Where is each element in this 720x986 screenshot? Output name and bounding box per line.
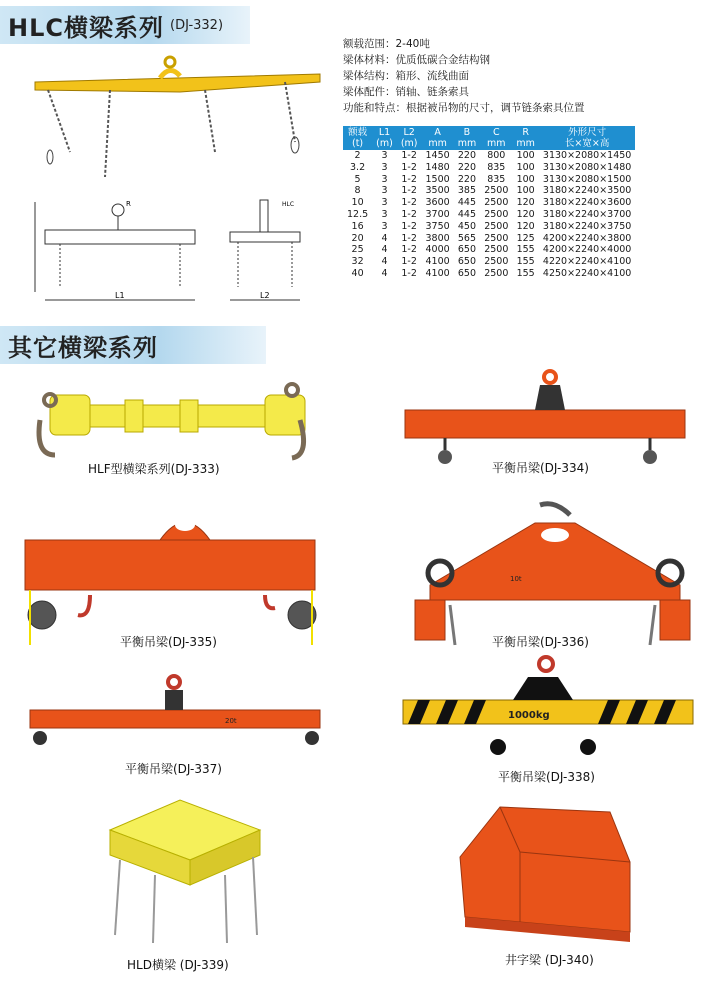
table-cell: 835 bbox=[487, 161, 506, 173]
caption-334: 平衡吊梁(DJ-334) bbox=[492, 461, 589, 475]
table-row bbox=[343, 221, 635, 233]
table-cell: 2500 bbox=[484, 220, 509, 232]
table-row bbox=[343, 268, 635, 280]
table-cell: 445 bbox=[457, 197, 477, 209]
table-cell: 220 bbox=[457, 150, 477, 161]
section-banner-other bbox=[0, 326, 266, 364]
table-cell: 3 bbox=[381, 161, 388, 173]
section-title: HLC横梁系列 bbox=[8, 13, 164, 42]
table-cell: 4000 bbox=[425, 244, 450, 256]
table-cell: 100 bbox=[516, 150, 535, 161]
beam-mark-338: 1000kg bbox=[508, 710, 550, 721]
col-b: B mm bbox=[454, 126, 481, 150]
table-cell: 4 bbox=[381, 244, 388, 256]
caption-338: 平衡吊梁(DJ-338) bbox=[498, 770, 595, 784]
product-image-333 bbox=[30, 380, 310, 465]
label-hlc: HLC bbox=[282, 201, 295, 208]
table-cell: 2500 bbox=[484, 244, 509, 256]
table-cell: 3180×2240×3500 bbox=[542, 185, 632, 197]
product-image-340 bbox=[450, 802, 640, 947]
table-row bbox=[343, 256, 635, 268]
table-cell: 220 bbox=[457, 173, 477, 185]
spec-material: 梁体材料：优质低碳合金结构钢 bbox=[343, 54, 490, 66]
col-r: R mm bbox=[512, 126, 539, 150]
table-cell: 1-2 bbox=[401, 161, 417, 173]
caption-337: 平衡吊梁(DJ-337) bbox=[125, 762, 222, 776]
table-cell: 1480 bbox=[425, 161, 450, 173]
col-a: A mm bbox=[422, 126, 454, 150]
spec-features: 功能和特点：根据被吊物的尺寸，调节链条索具位置 bbox=[343, 102, 585, 114]
table-row bbox=[343, 209, 635, 221]
product-image-338 bbox=[398, 652, 698, 762]
table-cell: 3130×2080×1480 bbox=[542, 161, 632, 173]
product-image-336 bbox=[410, 505, 695, 645]
table-cell: 650 bbox=[457, 256, 477, 268]
table-cell: 155 bbox=[516, 244, 535, 256]
table-cell: 650 bbox=[457, 244, 477, 256]
table-cell: 1-2 bbox=[401, 256, 417, 268]
table-cell: 3750 bbox=[425, 220, 450, 232]
table-cell: 155 bbox=[516, 256, 535, 268]
technical-drawing-front bbox=[30, 192, 210, 312]
table-cell: 4 bbox=[381, 267, 388, 279]
table-cell: 565 bbox=[457, 232, 477, 244]
table-cell: 100 bbox=[516, 173, 535, 185]
label-r: R bbox=[126, 200, 131, 208]
section-title-other: 其它横梁系列 bbox=[8, 333, 158, 362]
col-l2: L2 (m) bbox=[397, 126, 422, 150]
table-row bbox=[343, 233, 635, 245]
table-cell: 32 bbox=[351, 256, 364, 268]
table-cell: 3180×2240×3600 bbox=[542, 197, 632, 209]
table-cell: 8 bbox=[354, 185, 361, 197]
table-row bbox=[343, 244, 635, 256]
caption-333: HLF型横梁系列(DJ-333) bbox=[88, 462, 220, 476]
table-cell: 800 bbox=[487, 150, 506, 161]
col-load: 额载 (t) bbox=[343, 126, 372, 150]
label-l2: L2 bbox=[260, 291, 270, 300]
table-cell: 220 bbox=[457, 161, 477, 173]
col-c: C mm bbox=[480, 126, 512, 150]
table-cell: 3.2 bbox=[350, 161, 366, 173]
table-cell: 3 bbox=[381, 173, 388, 185]
col-dimensions: 外形尺寸 长×宽×高 bbox=[539, 126, 635, 150]
table-cell: 650 bbox=[457, 267, 477, 279]
beam-mark-337: 20t bbox=[225, 717, 237, 725]
table-cell: 3130×2080×1450 bbox=[542, 150, 632, 161]
table-cell: 2500 bbox=[484, 185, 509, 197]
table-cell: 1-2 bbox=[401, 185, 417, 197]
table-cell: 4100 bbox=[425, 256, 450, 268]
table-cell: 3180×2240×3750 bbox=[542, 220, 632, 232]
table-cell: 1-2 bbox=[401, 267, 417, 279]
table-cell: 445 bbox=[457, 208, 477, 220]
table-cell: 1450 bbox=[425, 150, 450, 161]
table-cell: 3180×2240×3700 bbox=[542, 208, 632, 220]
table-cell: 3700 bbox=[425, 208, 450, 220]
table-cell: 40 bbox=[351, 267, 364, 279]
table-cell: 16 bbox=[351, 220, 364, 232]
table-cell: 4200×2240×4000 bbox=[542, 244, 632, 256]
table-cell: 25 bbox=[351, 244, 364, 256]
table-cell: 3800 bbox=[425, 232, 450, 244]
spec-structure: 梁体结构：箱形、流线曲面 bbox=[343, 70, 469, 82]
table-row bbox=[343, 162, 635, 174]
table-cell: 100 bbox=[516, 161, 535, 173]
table-cell: 1-2 bbox=[401, 197, 417, 209]
table-cell: 1-2 bbox=[401, 173, 417, 185]
table-cell: 1-2 bbox=[401, 220, 417, 232]
table-cell: 120 bbox=[516, 197, 535, 209]
table-row bbox=[343, 174, 635, 186]
table-cell: 2 bbox=[354, 150, 361, 161]
table-cell: 4100 bbox=[425, 267, 450, 279]
table-cell: 3130×2080×1500 bbox=[542, 173, 632, 185]
table-header-row bbox=[343, 126, 635, 150]
table-cell: 20 bbox=[351, 232, 364, 244]
table-cell: 450 bbox=[457, 220, 477, 232]
table-cell: 4200×2240×3800 bbox=[542, 232, 632, 244]
table-cell: 3 bbox=[381, 197, 388, 209]
spec-table bbox=[343, 126, 635, 280]
table-row bbox=[343, 150, 635, 162]
table-cell: 120 bbox=[516, 208, 535, 220]
table-cell: 1-2 bbox=[401, 208, 417, 220]
table-cell: 2500 bbox=[484, 208, 509, 220]
spec-load-range: 额载范围：2-40吨 bbox=[343, 38, 430, 50]
caption-339: HLD横梁 (DJ-339) bbox=[127, 958, 229, 972]
table-cell: 4 bbox=[381, 256, 388, 268]
table-cell: 1-2 bbox=[401, 244, 417, 256]
spec-accessories: 梁体配件：销轴、链条索具 bbox=[343, 86, 469, 98]
table-row bbox=[343, 197, 635, 209]
table-cell: 4220×2240×4100 bbox=[542, 256, 632, 268]
spec-list bbox=[343, 36, 585, 116]
table-cell: 3600 bbox=[425, 197, 450, 209]
product-image-337 bbox=[25, 672, 325, 752]
table-cell: 2500 bbox=[484, 197, 509, 209]
table-cell: 125 bbox=[516, 232, 535, 244]
product-image-334 bbox=[400, 365, 690, 465]
table-cell: 385 bbox=[457, 185, 477, 197]
product-image-335 bbox=[20, 500, 320, 650]
label-l1: L1 bbox=[115, 291, 125, 300]
table-cell: 1-2 bbox=[401, 150, 417, 161]
table-cell: 4 bbox=[381, 232, 388, 244]
table-cell: 3 bbox=[381, 150, 388, 161]
caption-340: 井字梁 (DJ-340) bbox=[505, 953, 594, 967]
section-code: (DJ-332) bbox=[170, 17, 224, 33]
table-cell: 5 bbox=[354, 173, 361, 185]
col-l1: L1 (m) bbox=[372, 126, 397, 150]
table-cell: 3 bbox=[381, 220, 388, 232]
hlc-beam-image bbox=[30, 52, 330, 182]
table-cell: 10 bbox=[351, 197, 364, 209]
table-cell: 120 bbox=[516, 220, 535, 232]
table-cell: 2500 bbox=[484, 256, 509, 268]
table-row bbox=[343, 185, 635, 197]
table-cell: 1500 bbox=[425, 173, 450, 185]
beam-mark-336: 10t bbox=[510, 575, 522, 583]
table-cell: 2500 bbox=[484, 267, 509, 279]
technical-drawing-side bbox=[220, 192, 320, 312]
table-cell: 835 bbox=[487, 173, 506, 185]
table-cell: 4250×2240×4100 bbox=[542, 267, 632, 279]
table-cell: 100 bbox=[516, 185, 535, 197]
section-banner-hlc bbox=[0, 6, 250, 44]
caption-335: 平衡吊梁(DJ-335) bbox=[120, 635, 217, 649]
product-image-339 bbox=[95, 795, 275, 945]
table-cell: 1-2 bbox=[401, 232, 417, 244]
table-cell: 3 bbox=[381, 185, 388, 197]
table-cell: 12.5 bbox=[347, 208, 369, 220]
table-cell: 2500 bbox=[484, 232, 509, 244]
table-cell: 3500 bbox=[425, 185, 450, 197]
table-cell: 155 bbox=[516, 267, 535, 279]
caption-336: 平衡吊梁(DJ-336) bbox=[492, 635, 589, 649]
table-cell: 3 bbox=[381, 208, 388, 220]
